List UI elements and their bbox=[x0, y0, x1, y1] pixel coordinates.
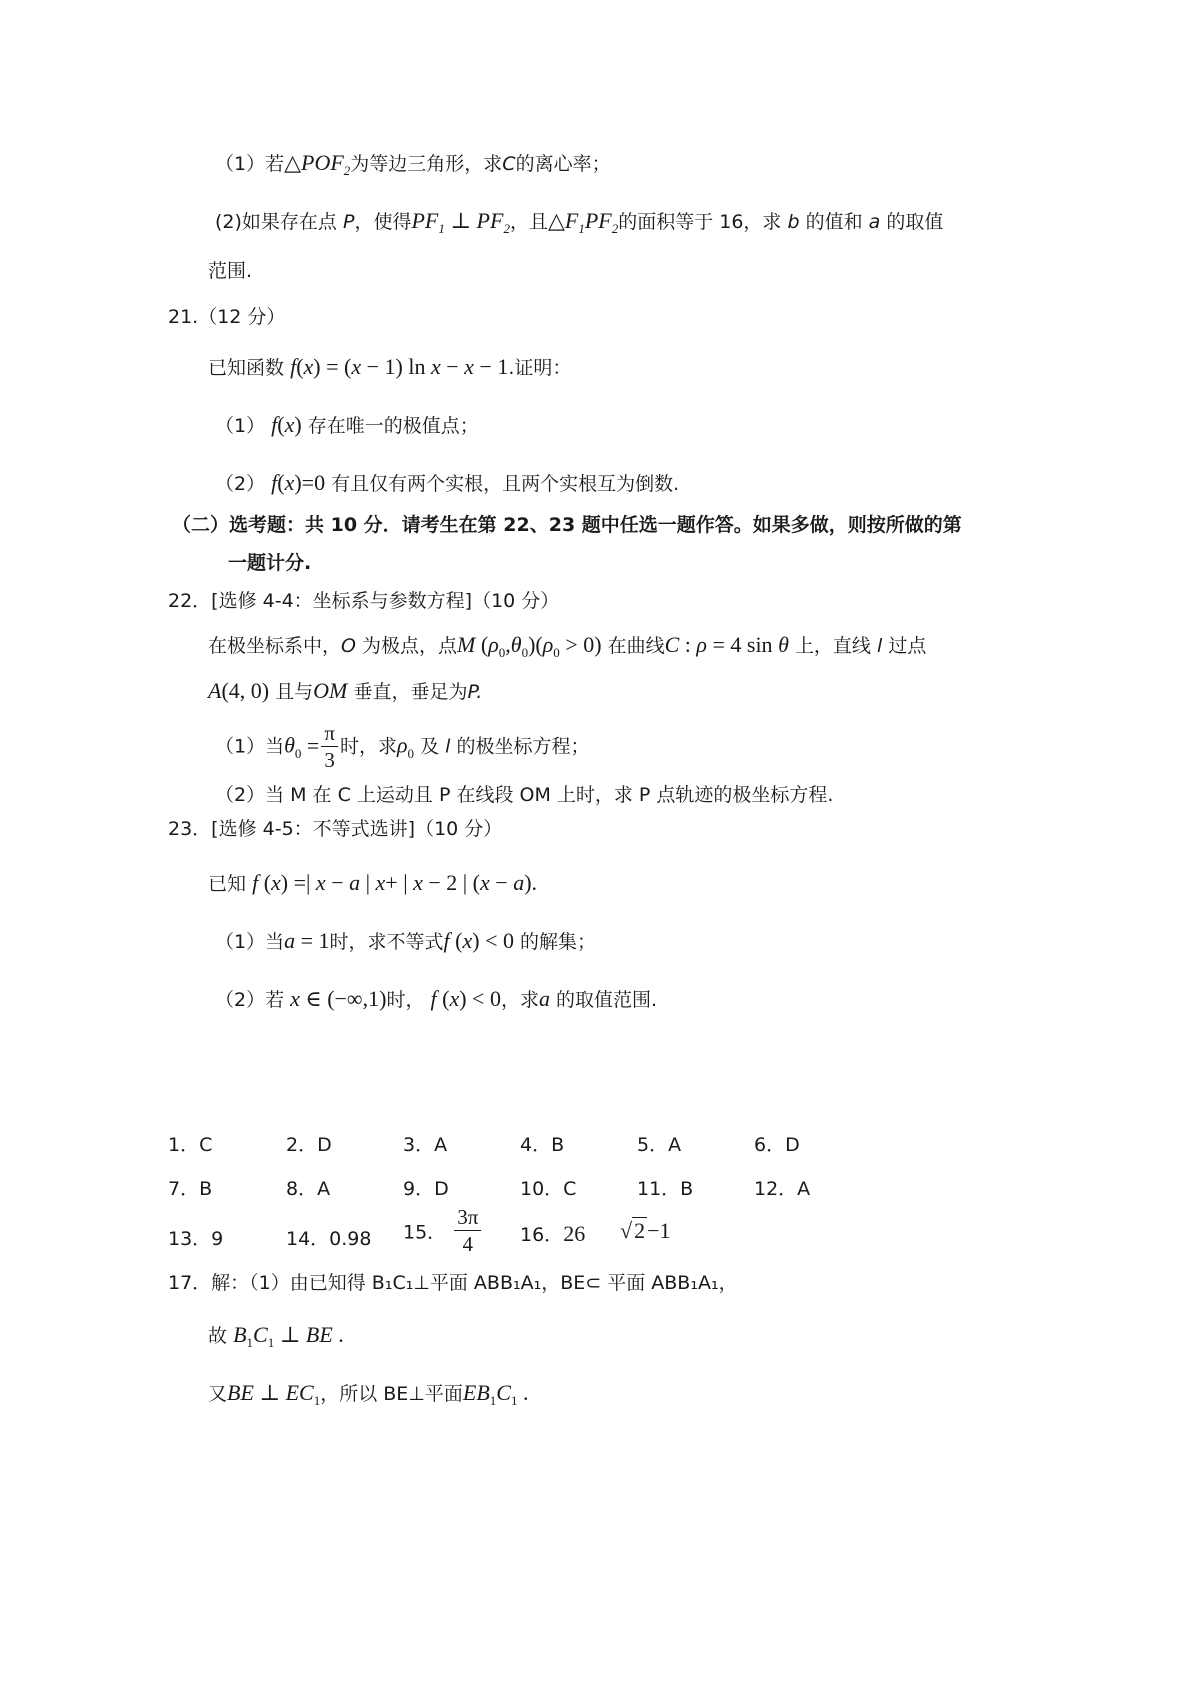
q20-part2: (2)如果存在点 P，使得$PF_1$ ⊥ $PF_2$，且$\triangle F_1PF_2$的面积等于 16，求 b 的值和 a 的取值 bbox=[215, 208, 944, 236]
answer-16-sqrt: √2−1 bbox=[620, 1218, 671, 1243]
section2-heading: （二）选考题：共 10 分．请考生在第 22、23 题中任选一题作答。如果多做，则按所做的第 bbox=[172, 514, 962, 536]
answer-9: 9．D bbox=[403, 1178, 449, 1200]
answer-7: 7．B bbox=[168, 1178, 213, 1200]
answer-2: 2．D bbox=[286, 1134, 332, 1156]
fraction-pi-over-3: $\frac{\pi}{3}$ bbox=[321, 722, 338, 772]
math-fx-def: f bbox=[290, 354, 297, 379]
q23-part1: （1）当a = 1时，求不等式f (x) < 0 的解集； bbox=[215, 928, 597, 953]
q17-line3: 又BE ⊥ $EC_1$，所以 BE⊥平面$EB_1C_1$ . bbox=[208, 1380, 529, 1408]
answer-8: 8．A bbox=[286, 1178, 331, 1200]
q23-stem: 已知 f (x) =| x − a | x+ | x − 2 | (x − a). bbox=[208, 870, 538, 895]
answer-16: 16．26 bbox=[520, 1221, 586, 1246]
q23-part2: （2）若 x ∈ (−∞,1)时， f (x) < 0，求a 的取值范围. bbox=[215, 986, 658, 1011]
q21-heading: 21.（12 分） bbox=[168, 306, 286, 328]
answer-1: 1．C bbox=[168, 1134, 213, 1156]
q23-heading: 23．[选修 4-5：不等式选讲]（10 分） bbox=[168, 818, 503, 840]
q22-stem-line1: 在极坐标系中，O 为极点，点M $(\rho_0,\theta_0)(\rho_0 > 0)$ 在曲线C : ρ = 4 sin θ 上，直线 l 过点 bbox=[208, 632, 927, 660]
answer-6: 6．D bbox=[754, 1134, 800, 1156]
answer-5: 5．A bbox=[637, 1134, 682, 1156]
answer-15: 15． $\frac{3\pi}{4}$ bbox=[403, 1206, 483, 1256]
q21-part2: （2） f(x)=0 有且仅有两个实根，且两个实根互为倒数. bbox=[215, 470, 680, 495]
triangle-symbol: △ bbox=[284, 150, 302, 175]
math-f1pf2: $F_1PF_2$ bbox=[564, 208, 619, 236]
q21-stem: 已知函数 f(x) = (x − 1) ln x − x − 1.证明： bbox=[208, 354, 572, 379]
q20-part2-cont: 范围. bbox=[208, 260, 253, 282]
answer-3: 3．A bbox=[403, 1134, 448, 1156]
answer-11: 11．B bbox=[637, 1178, 694, 1200]
fraction-3pi-over-4: $\frac{3\pi}{4}$ bbox=[454, 1206, 481, 1256]
q22-stem-line2: A(4, 0) 且与OM 垂直，垂足为P. bbox=[208, 678, 483, 703]
q22-part2: （2）当 M 在 C 上运动且 P 在线段 OM 上时，求 P 点轨迹的极坐标方程. bbox=[215, 784, 834, 806]
answer-13: 13．9 bbox=[168, 1228, 224, 1250]
answer-4: 4．B bbox=[520, 1134, 565, 1156]
math-pf1-perp-pf2: $PF_1$ ⊥ $PF_2$ bbox=[411, 208, 510, 236]
answer-14: 14．0.98 bbox=[286, 1228, 372, 1250]
math-pof2: $POF_2$ bbox=[301, 150, 351, 178]
q20-part1: （1）若$\triangle POF_2$为等边三角形，求C的离心率； bbox=[215, 150, 611, 178]
q22-part1: （1）当$\theta_0$ = $\frac{\pi}{3}$ 时，求$\rho_0$ 及 l 的极坐标方程； bbox=[215, 721, 590, 773]
section2-heading-cont: 一题计分. bbox=[228, 552, 312, 574]
q22-heading: 22．[选修 4-4：坐标系与参数方程]（10 分） bbox=[168, 590, 560, 612]
answer-12: 12．A bbox=[754, 1178, 811, 1200]
q17-line2: 故 $B_1C_1$ ⊥ BE . bbox=[208, 1322, 344, 1350]
answer-10: 10．C bbox=[520, 1178, 577, 1200]
q21-part1: （1） f(x) 存在唯一的极值点； bbox=[215, 412, 479, 437]
q17-line1: 17．解：（1）由已知得 B₁C₁⊥平面 ABB₁A₁，BE⊂ 平面 ABB₁A₁， bbox=[168, 1272, 738, 1294]
